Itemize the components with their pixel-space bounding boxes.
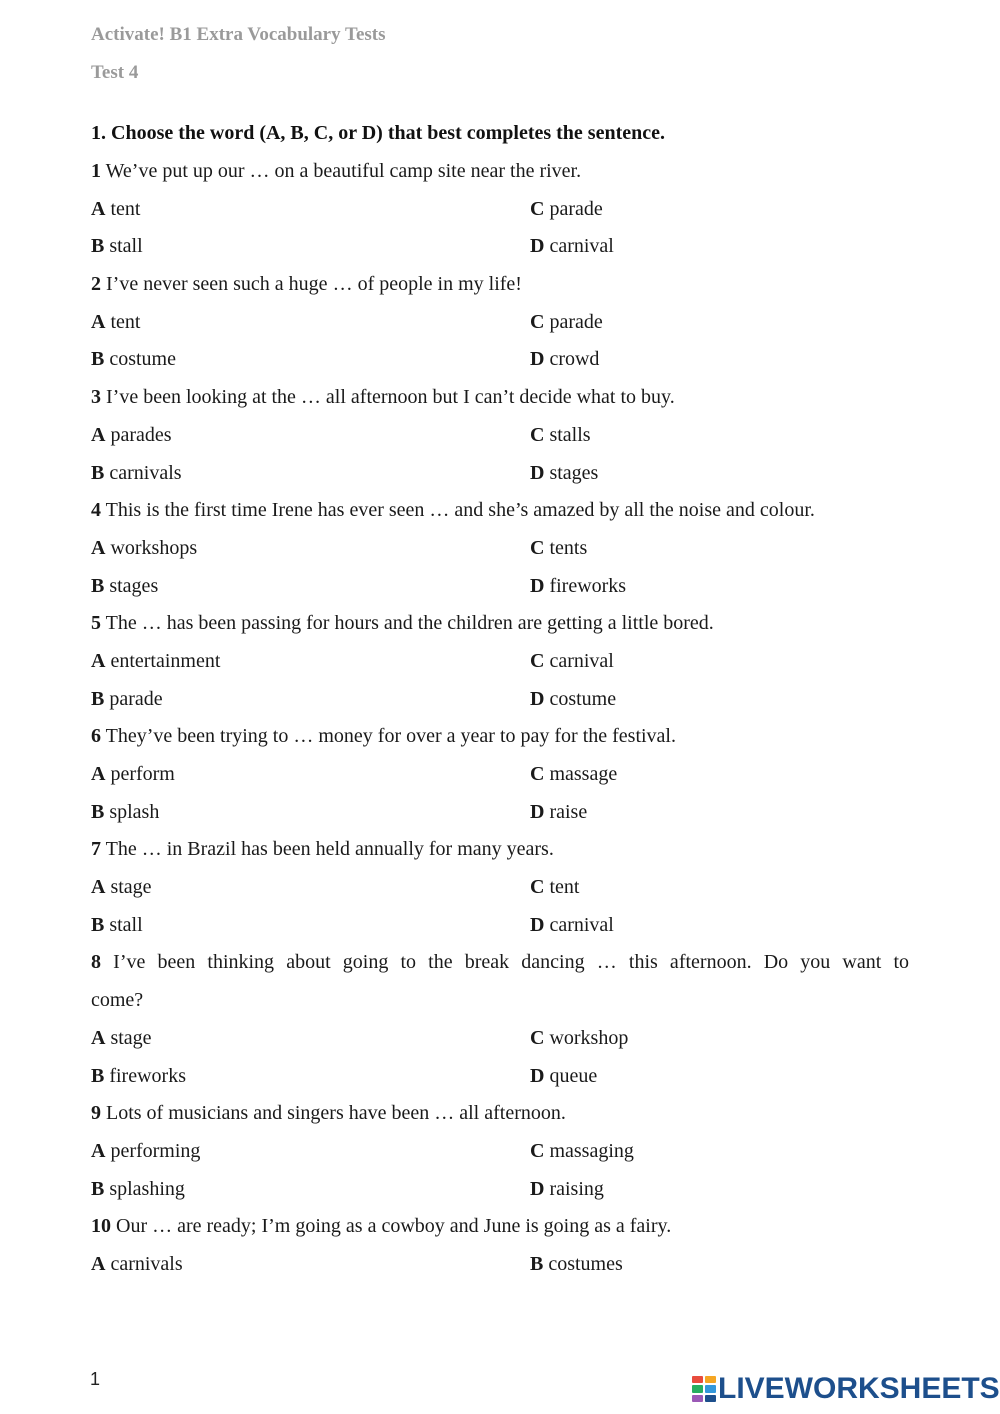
option-text: splash — [109, 800, 160, 823]
option-d — [530, 568, 626, 606]
option-a — [91, 1246, 183, 1284]
option-row — [91, 417, 909, 455]
option-letter: A — [91, 876, 106, 899]
header-title: Activate! B1 Extra Vocabulary Tests — [91, 24, 386, 45]
option-letter: C — [530, 1139, 545, 1162]
option-text: raise — [549, 800, 588, 823]
option-d — [530, 1171, 604, 1209]
question-text: The … has been passing for hours and the children are getting a little bored. — [105, 612, 714, 635]
option-letter: A — [91, 1139, 106, 1162]
option-letter: D — [530, 1177, 545, 1200]
option-text: costume — [549, 687, 617, 710]
question-number: 3 — [91, 386, 101, 409]
logo-square — [692, 1395, 703, 1402]
option-text: stall — [109, 913, 143, 936]
question-6 — [91, 718, 909, 756]
question-text: I’ve been looking at the … all afternoon but I can’t decide what to buy. — [106, 386, 675, 409]
option-c — [530, 530, 587, 568]
option-text: carnivals — [110, 1252, 183, 1275]
option-text: perform — [110, 763, 175, 785]
option-b — [91, 1058, 186, 1096]
option-letter: B — [91, 1064, 105, 1087]
question-10 — [91, 1208, 909, 1246]
option-letter: B — [91, 913, 105, 936]
option-letter: D — [530, 800, 545, 823]
option-letter: A — [91, 649, 106, 672]
option-letter: A — [91, 1026, 106, 1049]
option-row — [91, 304, 909, 342]
option-row — [91, 530, 909, 568]
option-b — [91, 455, 182, 493]
option-text: parade — [549, 197, 603, 220]
question-text: This is the first time Irene has ever seen … and she’s amazed by all the noise and colour. — [105, 499, 815, 522]
option-text: tent — [549, 876, 580, 899]
option-letter: C — [530, 649, 545, 672]
option-text: crowd — [549, 348, 600, 371]
option-text: splashing — [109, 1177, 185, 1200]
option-c — [530, 191, 603, 229]
option-row — [91, 1133, 909, 1171]
option-text: stages — [109, 574, 159, 597]
option-text: costume — [109, 348, 176, 371]
option-b — [91, 794, 159, 832]
option-row — [91, 643, 909, 681]
option-letter: C — [530, 876, 545, 899]
option-b — [91, 907, 143, 945]
option-d — [530, 907, 614, 945]
option-a — [91, 530, 197, 568]
option-row — [91, 794, 909, 832]
option-a — [91, 191, 140, 229]
option-a — [91, 869, 152, 907]
option-b — [91, 681, 163, 719]
option-b — [530, 1246, 623, 1284]
option-c — [530, 304, 603, 342]
question-text: Lots of musicians and singers have been … all afternoon. — [106, 1102, 566, 1125]
option-letter: D — [530, 1064, 545, 1087]
option-text: parade — [549, 310, 603, 333]
option-c — [530, 1020, 628, 1058]
logo-square — [705, 1395, 716, 1402]
option-letter: A — [91, 763, 106, 785]
option-letter: B — [91, 235, 105, 258]
question-text: Our … are ready; I’m going as a cowboy and June is going as a fairy. — [116, 1215, 672, 1238]
option-text: parades — [110, 423, 172, 446]
question-number: 4 — [91, 499, 101, 522]
option-text: parade — [109, 687, 163, 710]
option-b — [91, 341, 176, 379]
question-text: I’ve never seen such a huge … of people in my life! — [106, 273, 522, 296]
question-number: 5 — [91, 612, 101, 635]
question-text: I’ve been thinking about going to the break dancing … this afternoon. Do you want to come? — [91, 951, 910, 1012]
option-letter: B — [91, 1177, 105, 1200]
option-text: workshops — [110, 536, 198, 559]
option-c — [530, 643, 614, 681]
question-4 — [91, 492, 909, 530]
option-b — [91, 1171, 185, 1209]
option-text: stall — [109, 235, 143, 258]
option-letter: A — [91, 1252, 106, 1275]
question-5 — [91, 605, 909, 643]
option-letter: B — [91, 800, 105, 823]
option-text: queue — [549, 1064, 598, 1087]
option-c — [530, 869, 579, 907]
option-row — [91, 1246, 909, 1284]
option-letter: D — [530, 461, 545, 484]
question-7 — [91, 831, 909, 869]
option-text: fireworks — [549, 574, 627, 597]
option-d — [530, 681, 616, 719]
option-row — [91, 1020, 909, 1058]
question-number: 8 — [91, 951, 101, 974]
option-row — [91, 869, 909, 907]
logo-square — [692, 1385, 703, 1392]
logo-text: LIVEWORKSHEETS — [718, 1372, 1000, 1405]
question-text: We’ve put up our … on a beautiful camp site near the river. — [105, 160, 582, 182]
question-number: 9 — [91, 1102, 101, 1125]
option-text: carnival — [549, 235, 614, 258]
option-row — [91, 1171, 909, 1209]
option-d — [530, 794, 587, 832]
option-c — [530, 756, 617, 794]
option-text: stalls — [549, 423, 591, 446]
option-d — [530, 228, 614, 266]
option-d — [530, 1058, 597, 1096]
option-letter: C — [530, 310, 545, 333]
option-a — [91, 304, 140, 342]
option-letter: C — [530, 197, 545, 220]
option-d — [530, 455, 598, 493]
option-text: massaging — [549, 1139, 634, 1162]
option-a — [91, 756, 175, 794]
option-text: carnival — [549, 913, 614, 936]
option-row — [91, 341, 909, 379]
option-letter: B — [91, 574, 105, 597]
option-b — [91, 228, 143, 266]
option-a — [91, 643, 220, 681]
page-number: 1 — [90, 1369, 101, 1389]
option-letter: B — [91, 348, 105, 371]
option-text: carnival — [549, 649, 614, 672]
option-text: tent — [110, 310, 141, 333]
option-c — [530, 417, 591, 455]
question-number: 2 — [91, 273, 101, 296]
question-number: 7 — [91, 838, 101, 861]
option-row — [91, 681, 909, 719]
question-number: 1 — [91, 160, 101, 182]
option-a — [91, 1133, 200, 1171]
option-text: tent — [110, 197, 141, 220]
option-row — [91, 455, 909, 493]
option-letter: B — [530, 1252, 544, 1275]
option-text: massage — [549, 763, 618, 785]
option-a — [91, 1020, 152, 1058]
option-letter: A — [91, 197, 106, 220]
option-letter: A — [91, 310, 106, 333]
question-number: 10 — [91, 1215, 111, 1238]
option-text: costumes — [548, 1252, 623, 1275]
option-letter: B — [91, 461, 105, 484]
question-2 — [91, 266, 909, 304]
option-text: tents — [549, 536, 588, 559]
option-row — [91, 907, 909, 945]
question-list — [91, 153, 909, 1284]
option-letter: C — [530, 763, 545, 785]
option-c — [530, 1133, 634, 1171]
option-text: carnivals — [109, 461, 182, 484]
option-row — [91, 228, 909, 266]
option-text: entertainment — [110, 649, 221, 672]
question-text: They’ve been trying to … money for over a year to pay for the festival. — [105, 725, 676, 748]
option-row — [91, 568, 909, 606]
option-letter: A — [91, 423, 106, 446]
option-letter: D — [530, 687, 545, 710]
option-text: stage — [110, 876, 152, 899]
option-letter: D — [530, 348, 545, 371]
option-letter: B — [91, 687, 105, 710]
option-row — [91, 1058, 909, 1096]
option-d — [530, 341, 599, 379]
logo-square — [692, 1376, 703, 1383]
option-letter: C — [530, 1026, 545, 1049]
logo-square — [705, 1376, 716, 1383]
question-1 — [91, 153, 909, 191]
liveworksheets-logo-icon — [692, 1376, 716, 1402]
option-text: workshop — [549, 1026, 629, 1049]
option-letter: C — [530, 536, 545, 559]
option-text: stages — [549, 461, 599, 484]
question-9 — [91, 1095, 909, 1133]
liveworksheets-logo — [692, 1372, 1000, 1406]
question-number: 6 — [91, 725, 101, 748]
logo-square — [705, 1385, 716, 1392]
option-letter: D — [530, 235, 545, 258]
question-3 — [91, 379, 909, 417]
option-letter: D — [530, 913, 545, 936]
option-letter: A — [91, 536, 106, 559]
option-row — [91, 756, 909, 794]
option-text: performing — [110, 1139, 201, 1162]
option-letter: C — [530, 423, 545, 446]
header-subtitle: Test 4 — [91, 62, 139, 83]
option-letter: D — [530, 574, 545, 597]
question-text: The … in Brazil has been held annually for many years. — [105, 838, 554, 861]
exercise-instruction: 1. Choose the word (A, B, C, or D) that best completes the sentence. — [91, 122, 665, 144]
option-text: fireworks — [109, 1064, 186, 1087]
option-text: stage — [110, 1026, 152, 1049]
option-row — [91, 191, 909, 229]
option-b — [91, 568, 158, 606]
option-text: raising — [549, 1177, 604, 1200]
question-8 — [91, 944, 909, 1019]
option-a — [91, 417, 172, 455]
